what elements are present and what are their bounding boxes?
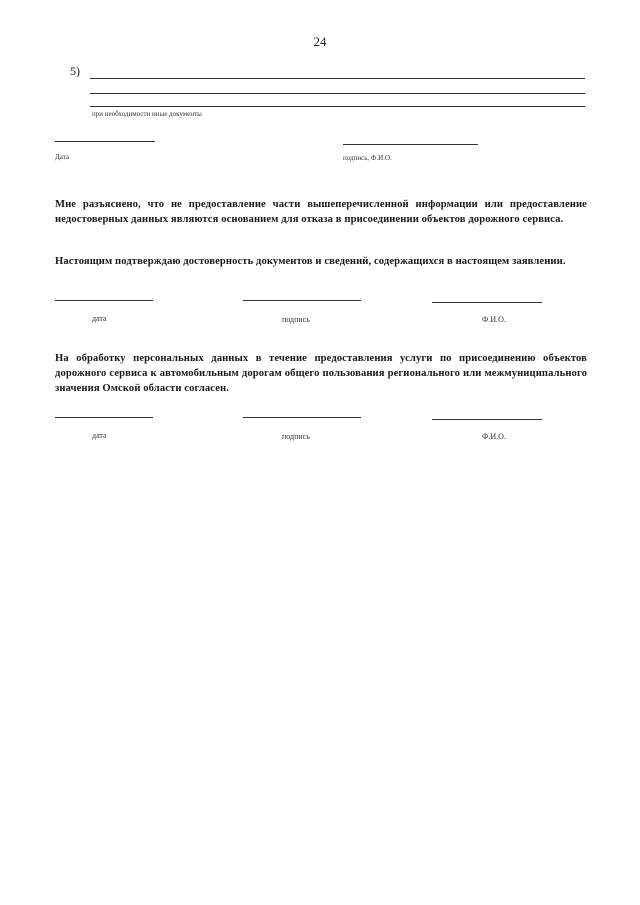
sig1-signature-caption: подпись — [282, 315, 310, 324]
sig1-date-line — [55, 300, 153, 301]
confirmation-paragraph: Настоящим подтверждаю достоверность документов и сведений, содержащихся в настоящем заявлении. — [55, 256, 566, 267]
sig2-signature-caption: подпись — [282, 432, 310, 441]
blank-line-2 — [90, 93, 585, 94]
blank-line-3 — [90, 106, 585, 107]
sig1-date-caption: дата — [92, 314, 107, 323]
top-date-caption: Дата — [55, 153, 69, 161]
sig2-name-caption: Ф.И.О. — [482, 432, 506, 441]
blank-line-1 — [90, 78, 585, 79]
sig1-name-caption: Ф.И.О. — [482, 315, 506, 324]
top-signature-line — [343, 144, 478, 145]
sig1-name-line — [432, 302, 542, 303]
top-signature-caption: подпись, Ф.И.О. — [343, 154, 392, 162]
sig2-date-line — [55, 417, 153, 418]
sig2-signature-line — [243, 417, 361, 418]
page-number: 24 — [313, 34, 327, 49]
sig1-signature-line — [243, 300, 361, 301]
top-date-line — [55, 141, 155, 142]
other-documents-caption: при необходимости иные документы — [92, 110, 202, 118]
disclaimer-paragraph: Мне разъяснено, что не предоставление части вышеперечисленной информации или предоставление недостоверных данных являются основанием для отказа в присоединении объектов дорожного сервиса. — [55, 199, 587, 225]
sig2-date-caption: дата — [92, 431, 107, 440]
consent-paragraph: На обработку персональных данных в течение предоставления услуги по присоединению объектов дорожного сервиса к автомобильным дорогам общего пользования регионального или межмуниципального значения Омской области согласен. — [55, 353, 587, 394]
sig2-name-line — [432, 419, 542, 420]
item-number: 5) — [70, 64, 80, 78]
